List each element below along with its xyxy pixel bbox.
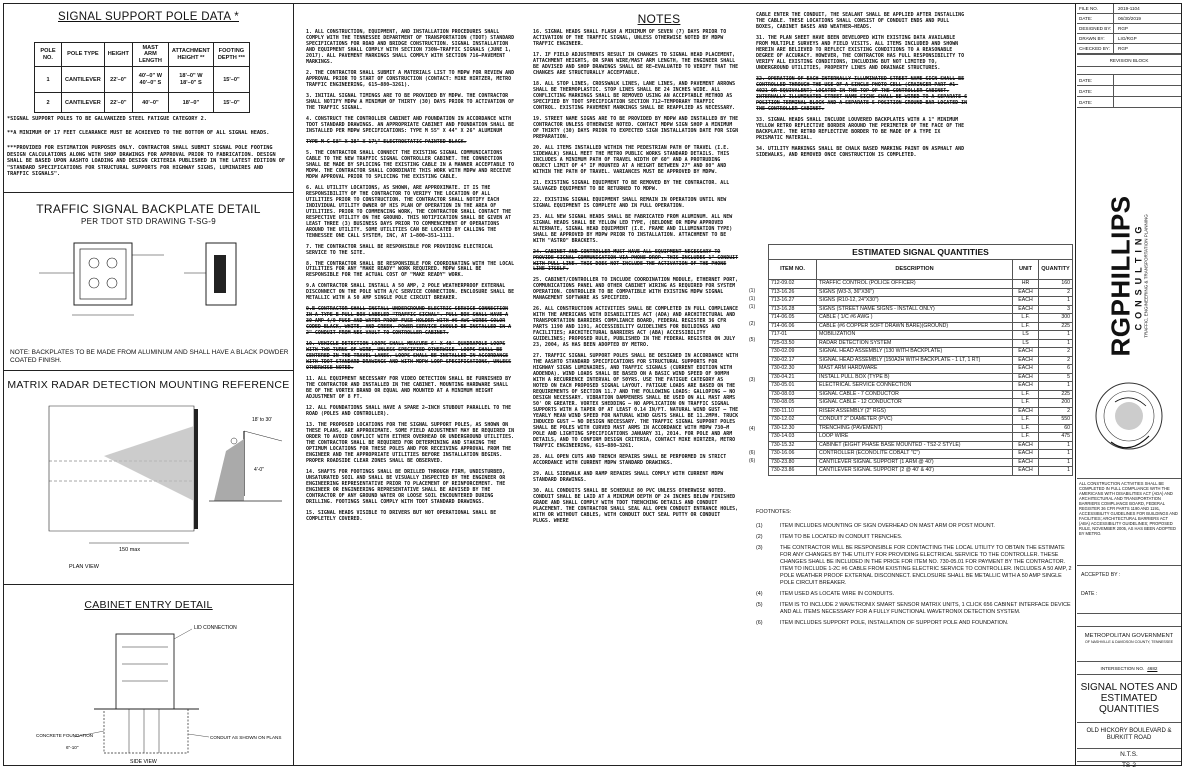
table-row <box>769 339 1073 348</box>
qty-unit: EACH <box>1013 407 1039 416</box>
qty-quantity: 1 <box>1039 450 1073 459</box>
note-paragraph: 18. ALL STOP LINES, CROSSWALK LINES, LANE LINES, AND PAVEMENT ARROWS SHALL BE THERMOPLASTIC. STOP LINES SHALL BE 24 INCHES WIDE. ALL CONFLICTING MARKINGS SHALL BE REMOVED USING AN ACCEPTABLE METHOD AS SPECIFIED BY TDOT SPECIFICATION SECTION 712–TEMPORARY TRAFFIC CONTROL. EXISTING PAVEMENT MARKINGS SHALL BE REAPPLIED AS NECESSARY. <box>533 80 736 111</box>
footnote-item <box>756 534 1072 541</box>
cabinet-drawing <box>4 619 293 767</box>
note-paragraph: 14. SHAFTS FOR FOOTINGS SHALL BE DRILLED THROUGH FIRM, UNDISTURBED, UNSATURATED SOIL AND SHALL BE VISUALLY INSPECTED BY THE ENGINEER OR ENGINEERING REPRESENTATIVE PRIOR TO PLACEMENT OF REINFORCEMENT. THE ENGINEER OR ENGINEERING REPRESENTATIVE SHALL BE ADVISED BY THE CONTRACTOR OF ANY GROUND WATER OR LOOSE SOIL ENCOUNTERED DURING DRILLING. FOOTINGS SHALL COMPLY WITH TDOT STANDARD DRAWINGS. <box>306 469 506 505</box>
backplate-title: TRAFFIC SIGNAL BACKPLATE DETAIL <box>36 202 261 216</box>
qty-unit: L.F. <box>1013 399 1039 408</box>
pole-type: CANTILEVER <box>62 93 105 113</box>
qty-unit: LS <box>1013 331 1039 340</box>
qty-quantity: 2 <box>1039 356 1073 365</box>
note-paragraph: 3. INITIAL SIGNAL TIMINGS ARE TO BE PROVIDED BY MDPW. THE CONTRACTOR SHALL NOTIFY MDPW A MINIMUM OF THIRTY (30) DAYS PRIOR TO ACTIVATION OF THE TRAFFIC SIGNAL. <box>306 92 515 111</box>
rev-date-label: DATE: <box>1077 86 1114 96</box>
table-row <box>769 297 1073 306</box>
qty-quantity: 2 <box>1039 407 1073 416</box>
qty-quantity: 550 <box>1039 416 1073 425</box>
table-row <box>769 356 1073 365</box>
pole-data-panel <box>4 4 293 192</box>
footnote-mark: (6) <box>749 458 756 465</box>
qty-description: INSTALL PULL BOX (TYPE B) <box>817 373 1013 382</box>
pole-note: **A MINIMUM OF 17 FEET CLEARANCE MUST BE ACHIEVED TO THE BOTTOM OF ALL SIGNAL HEADS. <box>7 130 270 136</box>
footnote-item <box>756 545 1072 587</box>
pole-attachment <box>168 67 213 93</box>
qty-description: CONDUIT 2" DIAMETER (PVC) <box>817 416 1013 425</box>
pole-height: 22'–0" <box>104 93 132 113</box>
pole-no: 2 <box>35 93 62 113</box>
table-row <box>769 373 1073 382</box>
backplate-subtitle: PER TDOT STD DRAWING T-SG-9 <box>81 217 216 226</box>
qty-quantity: 1 <box>1039 441 1073 450</box>
drawing-sheet <box>3 3 1182 769</box>
footnote-text: ITEM INCLUDES MOUNTING OF SIGN OVERHEAD ON MAST ARM OR POST MOUNT. <box>780 523 995 530</box>
engineer-seal-icon <box>1091 372 1167 460</box>
table-row <box>769 322 1073 331</box>
company-logo <box>1077 194 1181 359</box>
qty-description: MOBILIZATION <box>817 331 1013 340</box>
cabinet-panel <box>4 585 293 767</box>
footnotes-title: FOOTNOTES: <box>756 509 792 515</box>
table-row <box>769 382 1073 391</box>
footnote-mark: (4) <box>749 425 756 432</box>
note-paragraph: 30. ALL CONDUITS SHALL BE SCHEDULE 80 PVC UNLESS OTHERWISE NOTED. CONDUIT SHALL BE LAID AT A MINIMUM DEPTH OF 24 INCHES BELOW FINISHED GRADE AND SHALL COMPLY WITH TDOT TRENCHING DETAILS AND CONDUIT PLACEMENT. THE CONTRACTOR SHALL SEAL ALL OPEN CONDUIT ENTRANCE HOLES, WITH OR WITHOUT CABLES, WITH CONDUIT DUCT SEAL PUTTY OR CONDUIT PLUGS. WHERE <box>533 487 739 524</box>
meta-value: LIG/RGP <box>1118 36 1137 41</box>
note-paragraph: 28. ALL OPEN CUTS AND TRENCH REPAIRS SHALL BE PERFORMED IN STRICT ACCORDANCE WITH CURRENT MDPW STANDARD DRAWINGS. <box>533 454 727 467</box>
table-row <box>769 407 1073 416</box>
logo-wordmark: RGPHILLIPS <box>1105 195 1136 357</box>
qty-item-no: 713-16.26 <box>769 288 817 297</box>
table-row <box>769 441 1073 450</box>
pole-note: ***PROVIDED FOR ESTIMATION PURPOSES ONLY. CONTRACTOR SHALL SUBMIT SIGNAL POLE FOOTING DESIGN CALCULATIONS ALONG WITH SHOP DRAWINGS FOR APPROVAL PRIOR TO FABRICATION. DESIGN SHALL BE BASED UPON AASHTO LOADING AND DESIGN CRITERIA PUBLISHED IN THE LATEST EDITION OF "STANDARD SPECIFICATIONS FOR STRUCTURAL SUPPORTS FOR HIGHWAY SIGNS, LUMINAIRES AND TRAFFIC SIGNALS". <box>7 145 285 177</box>
qty-unit: L.F. <box>1013 433 1039 442</box>
qty-description: CONTROLLER (ECONOLITE COBALT "C") <box>817 450 1013 459</box>
qty-col-header: ITEM NO. <box>769 260 817 280</box>
meta-key: DATE: <box>1077 14 1114 23</box>
quantities-table <box>768 259 1073 476</box>
arm-length-w: 40'–0" W <box>138 73 163 80</box>
note-paragraph: 5. THE CONTRACTOR SHALL CONNECT THE EXISTING SIGNAL COMMUNICATIONS CABLE TO THE NEW TRAFFIC SIGNAL CONTROLLER CABINET. THE CONNECTION SHALL BE MADE BY SPLICING THE EXISTING CABLE IN A MANNER ACCEPTABLE TO MDPW. THE CONTRACTOR SHALL COORDINATE THIS WORK WITH MDPW AND RECEIVE MDPW APPROVAL PRIOR TO SPLICING THE EXISTING CABLE. <box>306 149 515 180</box>
qty-unit: EACH <box>1013 288 1039 297</box>
qty-item-no: 713-16.28 <box>769 305 817 314</box>
table-row <box>769 458 1073 467</box>
table-row <box>769 280 1073 289</box>
qty-description: LOOP WIRE <box>817 433 1013 442</box>
qty-quantity: 1 <box>1039 467 1073 476</box>
note-paragraph: 17. IF FIELD ADJUSTMENTS RESULT IN CHANGES TO SIGNAL HEAD PLACEMENT, ATTACHMENT HEIGHTS, OR SPAN WIRE/MAST ARM LENGTH, THE ENGINEER SHALL BE ADVISED AND SHOP DRAWINGS SHALL BE RE–EVALUATED TO VERIFY THAT THE CHANGES ARE STRUCTURALLY ACCEPTABLE. <box>533 51 739 76</box>
column-divider <box>293 4 294 765</box>
qty-unit: EACH <box>1013 450 1039 459</box>
table-row <box>769 365 1073 374</box>
pole-arm-length <box>132 67 168 93</box>
rev-date-label: DATE: <box>1077 75 1114 85</box>
cabinet-label: LID CONNECTION <box>194 625 237 631</box>
qty-quantity: 5 <box>1039 373 1073 382</box>
qty-unit: EACH <box>1013 458 1039 467</box>
qty-quantity: 2 <box>1039 348 1073 357</box>
agency-name: METROPOLITAN GOVERNMENT <box>1084 633 1174 639</box>
intersection-number: 4682 <box>1147 665 1158 671</box>
title-meta-row <box>1077 14 1181 24</box>
logo-subtitle: CONSULTING <box>1133 221 1144 331</box>
qty-unit: EACH <box>1013 382 1039 391</box>
note-paragraph: 7. THE CONTRACTOR SHALL BE RESPONSIBLE FOR PROVIDING ELECTRICAL SERVICE TO THE SITE. <box>306 243 494 256</box>
pole-col-header: ATTACHMENT HEIGHT ** <box>168 43 213 67</box>
footnote-text: ITEM INCLUDES SUPPORT POLE, INSTALLATION OF SUPPORT POLE AND FOUNDATION. <box>780 620 1009 627</box>
meta-value: RGP <box>1118 46 1128 51</box>
note-paragraph: TYPE M–C 58" X 38" X 17½" ELECTROSTATIC PAINTED BLACK. <box>306 138 467 145</box>
qty-unit: L.F. <box>1013 314 1039 323</box>
arm-length-s: 40'–0" S <box>139 79 162 86</box>
cabinet-label: CONCRETE FOUNDATION <box>36 733 94 738</box>
note-paragraph: 1. ALL CONSTRUCTION, EQUIPMENT, AND INSTALLATION PROCEDURES SHALL COMPLY WITH THE TENNESSEE DEPARTMENT OF TRANSPORTATION (TDOT) STANDARD SPECIFICATIONS FOR ROAD AND BRIDGE CONSTRUCTION. SIGNAL INSTALLATION AND EQUIPMENT SHALL COMPLY WITH SECTION 730N–TRAFFIC SIGNALS (JUNE 1, 2017). ALL PAVEMENT MARKINGS SHALL COMPLY WITH SECTION 716–PAVEMENT MARKINGS. <box>306 29 515 65</box>
meta-value: 06/30/2019 <box>1118 16 1141 21</box>
qty-quantity: 1 <box>1039 297 1073 306</box>
logo-tagline: TRAFFIC, ENGINEERING & TRANSPORTATION PLANNING <box>1143 214 1149 338</box>
footnote-number: (4) <box>756 591 763 598</box>
footnote-item <box>756 602 1072 616</box>
note-paragraph: 34. UTILITY MARKINGS SHALL BE CHALK BASED MARKING PAINT ON ASPHALT AND SIDEWALKS, AND REMOVED ONCE CONSTRUCTION IS COMPLETED. <box>756 145 965 158</box>
footnote-mark: (1) <box>749 288 756 295</box>
qty-quantity: 3 <box>1039 305 1073 314</box>
note-paragraph: 2. THE CONTRACTOR SHALL SUBMIT A MATERIALS LIST TO MDPW FOR REVIEW AND APPROVAL PRIOR TO START OF CONSTRUCTION (CONTACT: MIKE HIRTZER, METRO TRAFFIC ENGINEERING, 615–880–3261). <box>306 69 515 88</box>
qty-quantity: 225 <box>1039 322 1073 331</box>
qty-description: TRENCHING (PAVEMENT) <box>817 424 1013 433</box>
cabinet-title: CABINET ENTRY DETAIL <box>84 599 213 611</box>
sheet-title: SIGNAL NOTES AND ESTIMATED QUANTITIES <box>1080 682 1178 715</box>
footnote-mark: (1) <box>749 304 756 311</box>
note-paragraph: 26. ALL CONSTRUCTION ACTIVITIES SHALL BE COMPLETED IN FULL COMPLIANCE WITH THE AMERICANS WITH DISABILITIES ACT (ADA) AND ARCHITECTURAL AND TRANSPORTATION BARRIERS COMPLIANCE BOARD, FEDERAL REGISTER 36 CFR PARTS 1190 AND 1191, ACCESSIBILITY GUIDELINES FOR BUILDINGS AND FACILITIES; ARCHITECTURAL BARRIERS ACT (ABA) ACCESSIBILITY GUIDELINES; PROPOSED RULE, PUBLISHED IN THE FEDERAL REGISTER ON JULY 23, 2004, AS HAS BEEN ADOPTED BY METRO. <box>533 306 739 349</box>
footnote-text: ITEM USED AS LOCATE WIRE IN CONDUITS. <box>780 591 895 598</box>
rev-date-label: DATE: <box>1077 97 1114 107</box>
qty-item-no: 725-03.50 <box>769 339 817 348</box>
matrix-panel <box>4 371 293 584</box>
note-paragraph: 24. CABINET AND CONTROLLER MUST HAVE ALL EQUIPMENT NECESSARY TO PROVIDE SIGNAL COMMUNICATION VIA PHONE DROP. THIS INCLUDES 1" CONDUIT WITH PULL LINE. THIS DOES NOT INCLUDE THE ACTIVATION OF THE PHONE LINE ITSELF. <box>533 248 739 273</box>
matrix-drawing <box>44 401 284 579</box>
qty-item-no: 730-08.03 <box>769 390 817 399</box>
qty-item-no: 730-12.30 <box>769 424 817 433</box>
qty-quantity: 1 <box>1039 331 1073 340</box>
qty-description: SIGNAL CABLE - 12 CONDUCTOR <box>817 399 1013 408</box>
pole-footing: 15'–0" <box>213 67 249 93</box>
table-row <box>769 331 1073 340</box>
title-block-divider <box>1075 4 1076 765</box>
qty-unit: HR <box>1013 280 1039 289</box>
qty-quantity: 60 <box>1039 424 1073 433</box>
backplate-drawing <box>34 233 274 333</box>
note-paragraph: 13. THE PROPOSED LOCATIONS FOR THE SIGNAL SUPPORT POLES, AS SHOWN ON THESE PLANS, ARE APPROXIMATE. SOME FIELD ADJUSTMENT MAY BE REQUIRED IN ORDER TO AVOID CONFLICT WITH EITHER OVERHEAD OR UNDERGROUND UTILITIES. THE CONTRACTOR SHALL BE REQUIRED FOR DETERMINING AND STAKING THE OPTIMUM LOCATIONS FOR THESE POLES AND FOR RECEIVING APPROVAL FROM THE ENGINEER AND THE APPROPRIATE UTILITIES BEFORE INSTALLATION BEGINS. PROPER ROADSIDE CLEAR ZONES SHALL BE OBSERVED. <box>306 422 515 465</box>
qty-description: CANTILEVER SIGNAL SUPPORT (2 @ 40' & 40') <box>817 467 1013 476</box>
note-paragraph: 10. VEHICLE DETECTION LOOPS SHALL MEASURE 6' X 40' QUADRAPOLE LOOPS WITH TWO TURNS OF WIRE, UNLESS SPECIFIED OTHERWISE. LOOPS SHALL BE CENTERED IN THE TRAVEL LANES. LOOPS SHALL BE INSTALLED IN ACCORDANCE WITH TDOT STANDARD DRAWINGS AND WITH MDPW LOOP SPECIFICATIONS, UNLESS OTHERWISE NOTED. <box>306 341 512 372</box>
footnote-number: (6) <box>756 620 763 627</box>
note-paragraph: 31. THE PLAN SHEET HAVE BEEN DEVELOPED WITH EXISTING DATA AVAILABLE FROM MULTIPLE SURVEYS AND FIELD VISITS. ALL ITEMS INCLUDED AND SHOWN HEREIN ARE BELIEVED TO REFLECT EXISTING CONDITIONS TO A REASONABLE DEGREE OF ACCURACY. HOWEVER, THE CONTRACTOR HAS FULL RESPONSIBILITY TO VERIFY ALL EXISTING CONDITIONS, INCLUDING BUT NOT LIMITED TO, UNDERGROUND UTILITIES, PROPERTY LINES AND DRAINAGE STRUCTURES. <box>756 34 965 71</box>
footnote-number: (5) <box>756 602 763 609</box>
note-paragraph: 20. ALL ITEMS INSTALLED WITHIN THE PEDESTRIAN PATH OF TRAVEL (I.E. SIDEWALK) SHALL MEET THE METRO PUBLIC WORKS STANDARD DETAILS. THIS INCLUDES A MINIMUM PATH OF TRAVEL WIDTH OF 60" AND A PROTRUDING OBJECT LIMIT OF 4" IF MOUNTED AT A HEIGHT BETWEEN 27" AND 80" AND WITHIN THE PATH OF TRAVEL. VARIANCES MUST BE APPROVED BY MDPW. <box>533 144 730 175</box>
title-meta-row <box>1077 4 1181 14</box>
qty-unit: EACH <box>1013 297 1039 306</box>
qty-quantity: 2 <box>1039 288 1073 297</box>
table-row <box>769 314 1073 323</box>
qty-description: SIGNAL HEAD ASSEMBLY (150A2H WITH BACKPLATE - 1 LT, 1 RT) <box>817 356 1013 365</box>
qty-description: SIGNS (W3-3, 36"X36") <box>817 288 1013 297</box>
pole-type: CANTILEVER <box>62 67 105 93</box>
qty-description: CABINET (EIGHT PHASE BASE MOUNTED - TS2-2 STYLE) <box>817 441 1013 450</box>
note-paragraph: 19. STREET NAME SIGNS ARE TO BE PROVIDED BY MDPW AND INSTALLED BY THE CONTRACTOR UNLESS OTHERWISE NOTED. CONTACT MDPW SIGN SHOP A MINIMUM OF THIRTY (30) DAYS PRIOR TO EXPECTED SIGN INSTALLATION DATE FOR SIGN PREPARATION. <box>533 115 739 140</box>
dim-label: 18' to 30' <box>252 417 272 423</box>
qty-item-no: 730-02.30 <box>769 365 817 374</box>
table-row <box>35 67 250 93</box>
qty-item-no: 730-12.02 <box>769 416 817 425</box>
footnote-mark: (2) <box>749 320 756 327</box>
qty-item-no: 712-09.02 <box>769 280 817 289</box>
footnote-number: (1) <box>756 523 763 530</box>
note-paragraph: 4. CONSTRUCT THE CONTROLLER CABINET AND FOUNDATION IN ACCORDANCE WITH TDOT STANDARD DRAWINGS. AN APPROPRIATE CABINET AND FOUNDATION SHALL BE INSTALLED PER MDPW SPECIFICATIONS: TYPE M 55" X 44" X 26" ALUMINUM <box>306 115 515 134</box>
qty-quantity: 1 <box>1039 382 1073 391</box>
table-row <box>769 424 1073 433</box>
ada-note: ALL CONSTRUCTION ACTIVITIES SHALL BE COMPLETED IN FULL COMPLIANCE WITH THE AMERICANS WITH DISABILITIES ACT (ADA) AND ARCHITECTURAL AND TRANSPORTATION BARRIERS COMPLIANCE BOARD, FEDERAL REGISTER 36 CFR PARTS 1190 AND 1191, ACCESSIBILITY GUIDELINES FOR BUILDINGS AND FACILITIES; ARCHITECTURAL BARRIERS ACT (ABA) ACCESSIBILITY GUIDELINES; PROPOSED RULE, NOVEMBER 2005, AS HAS BEEN ADOPTED BY METRO. <box>1077 478 1181 566</box>
qty-unit: L.F. <box>1013 424 1039 433</box>
note-paragraph: 23. ALL NEW SIGNAL HEADS SHALL BE FABRICATED FROM ALUMINUM. ALL NEW SIGNAL HEADS SHALL BE YELLOW LED TYPE, (BELDONE OR MDPW APPROVED ALTERNATE, SIGNAL HEAD EQUIPMENT (I.E. FRAME AND ILLUMINATION TYPE) SHALL BE APPROVED BY MDPW PRIOR TO INSTALLATION. ATTACHMENT TO BE WITH "ASTRO" BRACKETS. <box>533 213 733 244</box>
qty-description: CANTILEVER SIGNAL SUPPORT (1 ARM @ 40') <box>817 458 1013 467</box>
meta-value: RGP <box>1118 26 1128 31</box>
qty-unit: L.F. <box>1013 322 1039 331</box>
note-paragraph: 16. SIGNAL HEADS SHALL FLASH A MINIMUM OF SEVEN (7) DAYS PRIOR TO ACTIVATION OF THE TRAFFIC SIGNAL, UNLESS OTHERWISE NOTED BY MDPW TRAFFIC ENGINEER. <box>533 29 727 47</box>
side-view-label: SIDE VIEW <box>130 759 157 765</box>
table-row <box>769 433 1073 442</box>
pole-col-header: POLE NO. <box>35 43 62 67</box>
qty-col-header: QUANTITY <box>1039 260 1073 280</box>
footnote-mark: (3) <box>749 377 756 384</box>
note-paragraph: 6. ALL UTILITY LOCATIONS, AS SHOWN, ARE APPROXIMATE. IT IS THE RESPONSIBILITY OF THE CONTRACTOR TO VERIFY THE LOCATION OF ALL UTILITIES PRIOR TO CONSTRUCTION. THE CONTRACTOR SHALL NOTIFY EACH INDIVIDUAL UTILITY OWNER OF HIS PLAN OF OPERATION IN THE AREA OF UTILITIES. PRIOR TO COMMENCING WORK, THE CONTRACTOR SHALL CONTACT THE RESPECTIVE UTILITY ON THE GROUND. THIS NOTIFICATION SHALL BE GIVEN AT LEAST THREE (3) BUSINESS DAYS PRIOR TO COMMENCEMENT OF OPERATIONS AROUND THE UTILITY. SOME UTILITIES CAN BE LOCATED BY CALLING THE TENNESSEE ONE CALL SYSTEM, INC, AT 1–800–351–1111. <box>306 184 512 239</box>
qty-description: RADAR DETECTION SYSTEM <box>817 339 1013 348</box>
note-paragraph: 9.B CONTRACTOR SHALL INSTALL UNDERGROUND ELECTRIC SERVICE CONNECTION IN A TYPE B PULL BOX LABELED "TRAFFIC SIGNAL". PULL BOX SHALL HAVE A 30 AMP 4/9 FUSE AND WATER-PROOF FUSE HOLDER WITH #6 AWG WIRES COLOR CODED BLACK, WHITE, AND GREEN. POWER SERVICE SHOULD BE INSTALLED IN A 2" CONDUIT FROM NES VAULT TO CONTROLLER CABINET. <box>306 306 512 337</box>
intersection-label: INTERSECTION NO. <box>1100 665 1145 671</box>
qty-unit: EACH <box>1013 441 1039 450</box>
table-row <box>769 288 1073 297</box>
pole-col-header: FOOTING DEPTH *** <box>213 43 249 67</box>
footnote-number: (3) <box>756 545 763 552</box>
backplate-panel <box>4 193 293 370</box>
qty-description: TRAFFIC CONTROL (POLICE OFFICER) <box>817 280 1013 289</box>
location-title: OLD HICKORY BOULEVARD & BURKITT ROAD <box>1077 722 1181 742</box>
qty-unit: EACH <box>1013 348 1039 357</box>
title-meta-row <box>1077 34 1181 44</box>
table-row <box>769 348 1073 357</box>
qty-item-no: 714-06.06 <box>769 322 817 331</box>
note-paragraph: 27. TRAFFIC SIGNAL SUPPORT POLES SHALL BE DESIGNED IN ACCORDANCE WITH THE AASHTO STANDARD SPECIFICATIONS FOR STRUCTURAL SUPPORTS FOR HIGHWAY SIGNS LUMINAIRES, AND TRAFFIC SIGNALS (CURRENT EDITION WITH ADDENDA). WIND LOADS SHALL BE BASED ON A BASIC WIND SPEED OF 90MPH WITH A RECURRENCE INTERVAL OF 50YRS. USE THE FATIGUE CATEGORY AS NOTED ON EACH PROPOSED SIGNAL LAYOUT. FATIGUE LOADS ARE BASED ON THE REQUIREMENTS OF SECTION 11.7 AND THE FOLLOWING LOADS: GALLOPING – NO DESIGN NECESSARY. VIBRATION DAMPENERS SHALL BE USED ON ALL MAST ARMS 50' OR GREATER. VORTEX SHEDDING – NO APPLICATION ON TRAFFIC SIGNAL SUPPORTS WITH A TAPER OF AT LEAST 0.14 IN/FT. NATURAL WIND GUST – THE YEARLY MEAN WIND SPEED FOR NATURAL WIND GUSTS SHALL BE 11.2MPH. TRUCK INDUCED GUST – NO DESIGN NECESSARY. THE TRAFFIC SIGNAL SUPPORT POLES SHALL BE POLES WITH CURVED MAST ARMS IN ACCORDANCE WITH MDPW 730–M POLE AND LIGHTING SPECIFICATIONS JANUARY 31, 2014. FOR POLE AND ARM DETAILS, AND TO CONFIRM DESIGN CRITERIA, CONTACT MIKE HIRTZER, METRO TRAFFIC ENGINEERING, 615–880–3261. <box>533 353 739 450</box>
qty-quantity: 200 <box>1039 399 1073 408</box>
qty-description: RISER ASSEMBLY (2" RGS) <box>817 407 1013 416</box>
cabinet-label: 6"-10" <box>66 745 79 750</box>
qty-item-no: 730-02.09 <box>769 348 817 357</box>
note-paragraph: 32. OPERATION OF EACH INTERNALLY ILLUMINATED STREET NAME SIGN SHALL BE CONTROLLED THROUGH THE USE OF A SINGLE PHOTO CELL (GRAINGER PART #1–4021 OR EQUIVALENT) LOCATED IN THE TOP OF THE CONTROLLER CABINET. INTERNALLY ILLUMINATED STREET NAME SIGNS SHALL BE WIRED TO A SEPARATE 6 POSITION TERMINAL BLOCK AND A SEPARATE 5 POSITION GROUND BAR LOCATED IN THE CONTROLLER CABINET. <box>756 75 968 112</box>
qty-quantity: 1 <box>1039 458 1073 467</box>
pole-note: *SIGNAL SUPPORT POLES TO BE GALVANIZED STEEL FATIGUE CATEGORY 2. <box>7 116 207 122</box>
qty-item-no: 730-08.05 <box>769 399 817 408</box>
dim-label: 4'-0" <box>254 467 264 473</box>
footnote-number: (2) <box>756 534 763 541</box>
footnote-item <box>756 620 1072 627</box>
qty-item-no: 730-15.32 <box>769 441 817 450</box>
footnote-text: THE CONTRACTOR WILL BE RESPONSIBLE FOR CONTACTING THE LOCAL UTILITY TO OBTAIN THE ESTIMATE FOR ANY CHANGES BY THE UTILITY FOR PROVIDING ELECTRICAL SERVICE TO THE CONTROLLER. THESE CHANGES SHALL BE INCLUDED IN THE PRICE FOR ITEM NO. 730-05.01 FOR PAYMENT BY THE CONTRACTOR. ITEM TO INCLUDE 1-2C #6 CABLE FROM EXISTING ELECTRIC SERVICE TO CONTROLLER. INCLUDES A 50 AMP, 2 POLE WEATHER PROOF EXTERNAL DISCONNECT. ENCLOSURE SHALL BE METALLIC WITH A 50 AMP SINGLE POLE CIRCUIT BREAKER. <box>780 545 1072 587</box>
notes-column-3 <box>756 12 968 252</box>
qty-unit: EACH <box>1013 305 1039 314</box>
attachment-w: 18'–0" W <box>179 73 203 80</box>
accepted-by-label: ACCEPTED BY : <box>1081 572 1121 578</box>
revision-label: REVISION BLOCK <box>1077 55 1181 67</box>
table-row <box>769 467 1073 476</box>
title-meta-row <box>1077 24 1181 34</box>
notes-title: NOTES <box>637 12 681 26</box>
pole-footing: 15'–0" <box>213 93 249 113</box>
attachment-s: 18'–0" S <box>180 79 202 86</box>
qty-unit: EACH <box>1013 373 1039 382</box>
title-block <box>1077 4 1181 767</box>
pole-data-title: SIGNAL SUPPORT POLE DATA * <box>58 11 239 23</box>
note-paragraph: 9.A CONTRACTOR SHALL INSTALL A 50 AMP, 2 POLE WEATHERPROOF EXTERNAL DISCONNECT ON THE POLE WITH A/C SERVICE CONNECTION. ENCLOSURE SHALL BE METALLIC WITH A 50 AMP SINGLE POLE CIRCUIT BREAKER. <box>306 283 515 302</box>
qty-description: SIGNS (STREET NAME SIGNS - INSTALL ONLY) <box>817 305 1013 314</box>
qty-unit: L.F. <box>1013 390 1039 399</box>
qty-item-no: 730-11.10 <box>769 407 817 416</box>
qty-unit: EACH <box>1013 467 1039 476</box>
qty-description: MAST ARM HARDWARE <box>817 365 1013 374</box>
note-paragraph: 21. EXISTING SIGNAL EQUIPMENT TO BE REMOVED BY THE CONTRACTOR. ALL SALVAGED EQUIPMENT TO BE RETURNED TO MDPW. <box>533 179 730 192</box>
table-row <box>769 305 1073 314</box>
backplate-note: NOTE: BACKPLATES TO BE MADE FROM ALUMINUM AND SHALL HAVE A BLACK POWDER COATED FINISH. <box>10 349 289 365</box>
qty-description: CABLE (#6 COPPER SOFT DRAWN BARE)(GROUND) <box>817 322 1013 331</box>
note-paragraph: 25. CABINET/CONTROLLER TO INCLUDE COORDINATION MODULE, ETHERNET PORT, COMMUNICATIONS PANEL AND OTHER CABINET WIRING AS REQUIRED FOR SYSTEM OPERATION. CONTROLLER TO BE COMPATIBLE WITH EXISTING MDPW SIGNAL MANAGEMENT SOFTWARE AS SPECIFIED. <box>533 277 739 302</box>
qty-description: SIGNS (R10-12, 24"X30") <box>817 297 1013 306</box>
meta-key: DRAWN BY: <box>1077 34 1114 43</box>
note-paragraph: 15. SIGNAL HEADS VISIBLE TO DRIVERS BUT NOT OPERATIONAL SHALL BE COMPLETELY COVERED. <box>306 509 497 522</box>
matrix-title: MATRIX RADAR DETECTION MOUNTING REFERENCE <box>7 379 290 391</box>
qty-item-no: 730-23.80 <box>769 458 817 467</box>
meta-key: DESIGNED BY: <box>1077 24 1114 33</box>
agency-block <box>1077 626 1181 644</box>
qty-quantity: 160 <box>1039 280 1073 289</box>
qty-description: CABLE ( 1/C #6 AWG ) <box>817 314 1013 323</box>
qty-item-no: 713-16.27 <box>769 297 817 306</box>
qty-item-no: 730-05.01 <box>769 382 817 391</box>
footnote-item <box>756 523 1072 530</box>
footnote-mark: (1) <box>749 296 756 303</box>
pole-col-header: POLE TYPE <box>62 43 105 67</box>
pole-col-header: HEIGHT <box>104 43 132 67</box>
quantities-title: ESTIMATED SIGNAL QUANTITIES <box>768 244 1073 259</box>
qty-unit: LS <box>1013 339 1039 348</box>
pole-attachment: 18'–0" <box>168 93 213 113</box>
agency-subtitle: OF NASHVILLE & DAVIDSON COUNTY, TENNESSEE <box>1084 640 1174 644</box>
qty-col-header: DESCRIPTION <box>817 260 1013 280</box>
accept-date-label: DATE : <box>1081 591 1098 597</box>
note-paragraph: 12. ALL FOUNDATIONS SHALL HAVE A SPARE 2–INCH STUBOUT PARALLEL TO THE ROAD (POLES AND CONTROLLER). <box>306 405 512 418</box>
qty-item-no: 730-23.86 <box>769 467 817 476</box>
table-row <box>35 93 250 113</box>
qty-unit: EACH <box>1013 356 1039 365</box>
pole-height: 22'–0" <box>104 67 132 93</box>
cabinet-label: CONDUIT AS SHOWN ON PLANS <box>210 735 282 740</box>
acceptance-box <box>1077 566 1181 614</box>
meta-key: CHECKED BY: <box>1077 44 1114 53</box>
qty-item-no: 730-16.06 <box>769 450 817 459</box>
qty-description: SIGNAL HEAD ASSEMBLY (130 WITH BACKPLATE) <box>817 348 1013 357</box>
footnote-item <box>756 591 1072 598</box>
pole-col-header: MAST ARM LENGTH <box>132 43 168 67</box>
scale-label: N.T.S. <box>1077 748 1181 758</box>
qty-item-no: 730-02.17 <box>769 356 817 365</box>
pole-no: 1 <box>35 67 62 93</box>
sheet-number: TS-2 <box>1077 761 1181 769</box>
plan-view-label: PLAN VIEW <box>69 564 99 570</box>
pole-arm-length: 40'–0" <box>132 93 168 113</box>
qty-item-no: 717-01 <box>769 331 817 340</box>
qty-quantity: 300 <box>1039 314 1073 323</box>
qty-quantity: 225 <box>1039 390 1073 399</box>
intersection-row <box>1077 661 1181 675</box>
qty-item-no: 730-14.03 <box>769 433 817 442</box>
dim-label: 150 max <box>119 547 141 553</box>
notes-column-2 <box>533 29 740 764</box>
pole-data-table <box>34 42 250 113</box>
qty-description: ELECTRICAL SERVICE CONNECTION <box>817 382 1013 391</box>
note-paragraph: 33. SIGNAL HEADS SHALL INCLUDE LOUVERED BACKPLATES WITH A 1" MINIMUM YELLOW RETRO REFLECTIVE BORDER AROUND THE PERIMETER OF THE FACE OF THE BACKPLATE. THE RETRO REFLECTIVE BORDER TO BE MADE OF A TYPE IX PRISMATIC MATERIAL. <box>756 116 965 141</box>
qty-unit: L.F. <box>1013 416 1039 425</box>
title-meta-row <box>1077 44 1181 54</box>
qty-item-no: 714-06.05 <box>769 314 817 323</box>
note-paragraph: 11. ALL EQUIPMENT NECESSARY FOR VIDEO DETECTION SHALL BE FURNISHED BY THE CONTRACTOR AND INSTALLED IN THE CABINET. MOUNTING HARDWARE SHALL BE OF THE VORTEX BRAND OR EQUAL AND MOUNTED AT A MINIMUM HEIGHT ADJUSTMENT OF 8 FT. <box>306 376 512 401</box>
qty-description: SIGNAL CABLE - 7 CONDUCTOR <box>817 390 1013 399</box>
qty-quantity: 475 <box>1039 433 1073 442</box>
qty-quantity: 6 <box>1039 365 1073 374</box>
footnote-text: ITEM IS TO INCLUDE 2 WAVETRONIX SMART SENSOR MATRIX UNITS, 1 CLICK 656 CABINET INTERFACE DEVICE AND ALL ITEMS NECESSARY FOR A FULLY FUNCTIONAL WAVETRONIX DETECTION SYSTEM. <box>780 602 1071 616</box>
meta-value: 2019-1104 <box>1118 6 1140 11</box>
qty-quantity: 1 <box>1039 339 1073 348</box>
qty-item-no: 730-04.21 <box>769 373 817 382</box>
footnote-mark: (6) <box>749 450 756 457</box>
note-paragraph: 29. ALL SIDEWALK AND RAMP REPAIRS SHALL COMPLY WITH CURRENT MDPW STANDARD DRAWINGS. <box>533 471 724 483</box>
table-row <box>769 399 1073 408</box>
footnotes <box>756 509 1072 631</box>
footnote-mark: (5) <box>749 336 756 343</box>
table-row <box>769 390 1073 399</box>
note-paragraph: 22. EXISTING SIGNAL EQUIPMENT SHALL REMAIN IN OPERATION UNTIL NEW SIGNAL EQUIPMENT IS COMPLETE AND IN FULL OPERATION. <box>533 196 727 209</box>
note-paragraph: CABLE ENTER THE CONDUIT, THE SEALANT SHALL BE APPLIED AFTER INSTALLING THE CABLE. THESE LOCATIONS SHALL CONSIST OF CONDUIT ENDS AND PULL BOXES, CABINET BASES AND WEATHER–HEADS. <box>756 12 965 30</box>
qty-col-header: UNIT <box>1013 260 1039 280</box>
meta-key: FILE NO. <box>1077 4 1114 13</box>
table-row <box>769 416 1073 425</box>
note-paragraph: 8. THE CONTRACTOR SHALL BE RESPONSIBLE FOR COORDINATING WITH THE LOCAL UTILITIES FOR ANY "MAKE READY" WORK REQUIRED. MDPW SHALL BE RESPONSIBLE FOR THE ACTUAL COST OF "MAKE READY" WORK. <box>306 260 515 279</box>
notes-column-1 <box>306 29 516 764</box>
qty-unit: EACH <box>1013 365 1039 374</box>
footnote-text: ITEM TO BE LOCATED IN CONDUIT TRENCHES. <box>780 534 903 541</box>
table-row <box>769 450 1073 459</box>
